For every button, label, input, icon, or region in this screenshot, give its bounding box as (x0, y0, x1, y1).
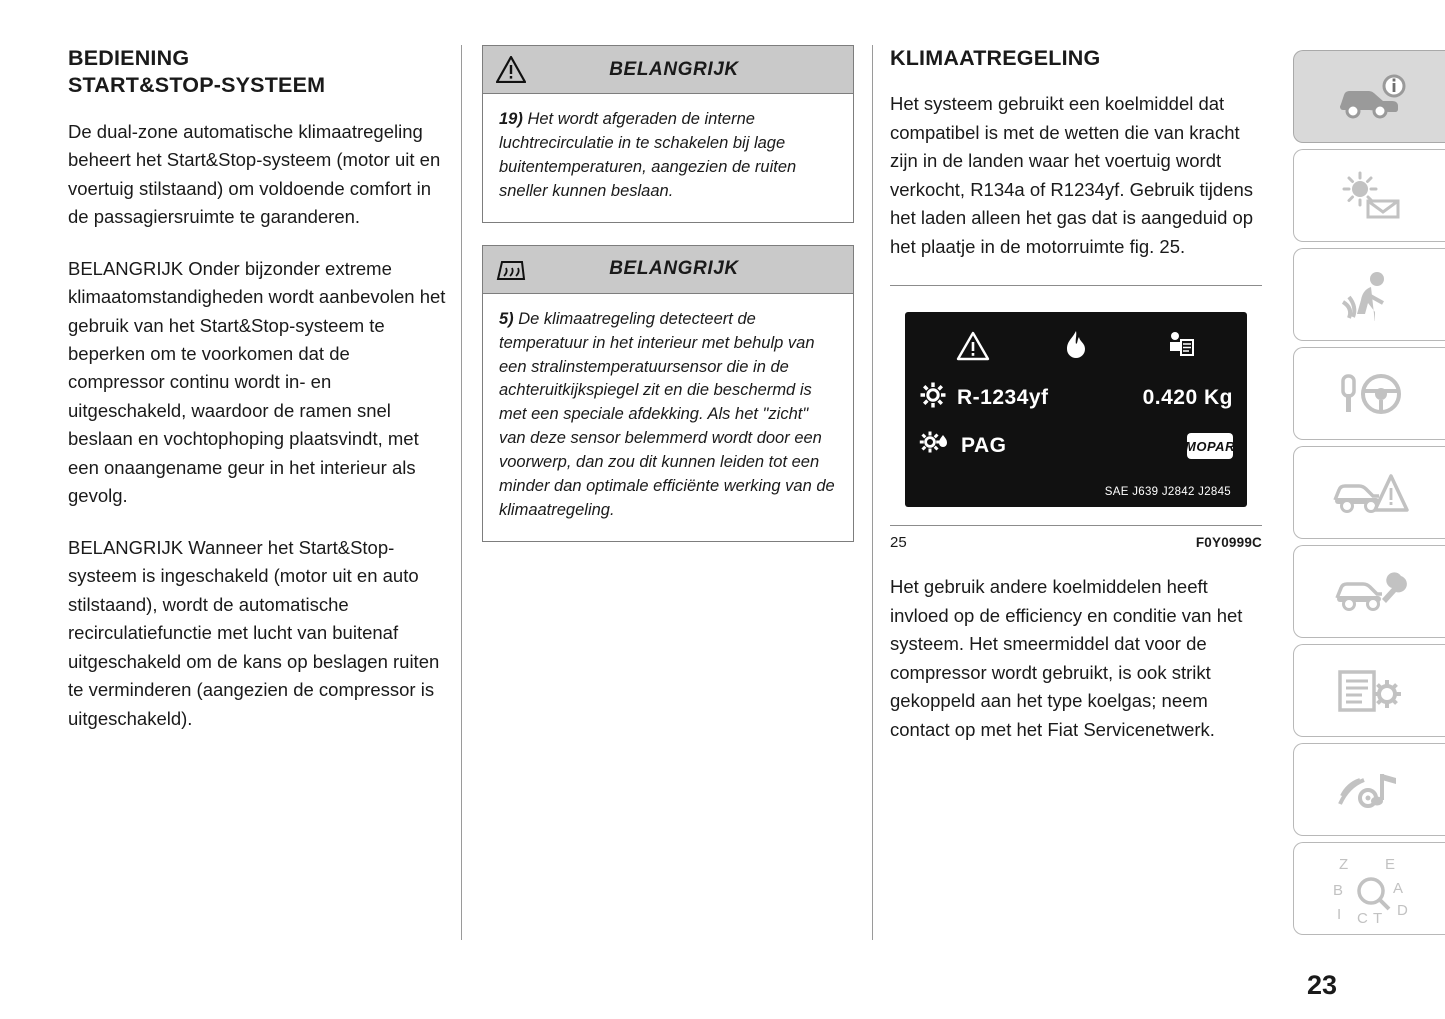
warning-triangle-icon (483, 56, 539, 83)
warning-box-title: BELANGRIJK (609, 258, 739, 280)
plate-standards: SAE J639 J2842 J2845 (1104, 486, 1231, 499)
warning-vehicle-icon (1331, 468, 1409, 518)
tab-emergency[interactable] (1293, 446, 1445, 539)
plate-refrigerant-row (919, 374, 1233, 422)
radio-music-icon (1334, 766, 1406, 814)
column-left (68, 45, 446, 733)
oil-gear-icon (919, 430, 951, 462)
column-right (890, 45, 1262, 744)
mopar-logo: MOPAR (1187, 433, 1233, 459)
warning-box (482, 45, 854, 223)
plate-refrigerant-amount: 0.420 Kg (1142, 386, 1233, 410)
chapter-tab-rail (1293, 50, 1445, 941)
plate-icon-row (919, 322, 1233, 374)
paragraph: BELANGRIJK Onder bijzonder extreme klimaatomstandigheden wordt aanbevolen het gebruik van het Start&Stop-systeem te beperken om te voorkomen dat de compressor continu wordt in- en uitgeschakeld, waardoor de ramen snel beslaan en vochtophoping plaatsvindt, met een onaangename geur in het interieur als gevolg. (68, 257, 446, 507)
document-gear-icon (1334, 666, 1406, 716)
read-manual-icon (1162, 330, 1196, 367)
plate-oil-label: PAG (961, 434, 1007, 458)
plate-oil-row (919, 422, 1233, 470)
car-info-icon (1332, 73, 1408, 121)
svg-text:D: D (1396, 901, 1408, 919)
tab-dashboard-info[interactable] (1293, 50, 1445, 143)
airbag-light-icon (1334, 171, 1406, 221)
tab-maintenance[interactable] (1293, 545, 1445, 638)
warning-box-body (483, 294, 853, 541)
warning-marker: 5) (499, 309, 514, 328)
figure-number: 25 (890, 534, 907, 552)
svg-text:A: A (1392, 879, 1403, 897)
paragraph: Het systeem gebruikt een koelmiddel dat compatibel is met de wetten die van kracht zijn in de landen waar het voertuig wordt verkocht, R134a of R1234yf. Gebruik tijdens het laden alleen het gas dat is aangeduid op het plaatje in de motorruimte fig. 25. (890, 93, 1254, 257)
gear-icon (919, 381, 947, 415)
warning-box-body (483, 94, 853, 222)
warning-box-header (483, 46, 853, 94)
tab-index[interactable] (1293, 842, 1445, 935)
child-seat-icon (1335, 269, 1405, 321)
warning-triangle-icon (956, 331, 990, 366)
figure-code: F0Y0999C (1195, 535, 1262, 551)
section-title-climate: KLIMAATREGELING (890, 46, 1101, 70)
tab-safety[interactable] (1293, 149, 1445, 242)
warning-marker: 19) (499, 110, 523, 128)
page-title-line1: BEDIENING (68, 46, 190, 70)
plate-refrigerant-label: R-1234yf (957, 386, 1049, 410)
warning-box-header (483, 246, 853, 294)
paragraph: De dual-zone automatische klimaatregeling beheert het Start&Stop-systeem (motor uit en voertuig stilstaand) om voldoende comfort in de passagiersruimte te garanderen. (68, 120, 441, 228)
figure-caption (890, 525, 1262, 551)
column-divider-2 (872, 45, 873, 940)
alphabetical-index-icon (1327, 853, 1413, 925)
tab-technical-data[interactable] (1293, 644, 1445, 737)
page-title-line2: START&STOP-SYSTEEM (68, 73, 326, 98)
tab-occupant-safety[interactable] (1293, 248, 1445, 341)
warning-box (482, 245, 854, 542)
paragraph: Het gebruik andere koelmiddelen heeft invloed op de efficiency en conditie van het systeem. Het smeermiddel dat voor de compressor wordt gebruikt, is ook strikt gekoppeld aan het type koelgas; neem contact op met het Fiat Servicenetwerk. (890, 576, 1243, 740)
warning-text: De klimaatregeling detecteert de temperatuur in het interieur met behulp van een stralinstemperatuursensor die in de achteruitkijkspiegel zit en die beschermd is met een speciale afdekking. Als het "zicht" van deze sensor belemmerd wordt door een voorwerp, dan zou dit kunnen leiden tot een minder dan optimale efficiënte werking van de klimaatregeling. (499, 309, 835, 520)
svg-text:Z: Z (1338, 855, 1348, 873)
refrigerant-label-plate (905, 312, 1247, 507)
column-middle (482, 45, 854, 564)
warning-text: Het wordt afgeraden de interne luchtrecirculatie in te schakelen bij lage buitentemperaturen, aangezien de ruiten sneller kunnen beslaan. (499, 110, 797, 200)
flame-icon (1063, 330, 1089, 367)
warning-box-title: BELANGRIJK (609, 58, 739, 80)
tab-starting-driving[interactable] (1293, 347, 1445, 440)
svg-text:I: I (1336, 905, 1341, 923)
page-number: 23 (1306, 970, 1337, 1000)
tab-multimedia[interactable] (1293, 743, 1445, 836)
svg-text:C: C (1356, 909, 1368, 925)
figure-image (890, 312, 1262, 507)
paragraph: BELANGRIJK Wanneer het Start&Stop-systeem is ingeschakeld (motor uit en auto stilstaand), wordt de automatische recirculatiefunctie met lucht van buitenaf uitgeschakeld om de kans op beslagen ruiten te verminderen (aangezien de compressor is uitgeschakeld). (68, 536, 440, 729)
svg-text:T: T (1372, 909, 1382, 925)
page-title (68, 45, 446, 100)
fogged-window-icon (483, 256, 539, 283)
column-divider-1 (461, 45, 462, 940)
figure-top-rule (890, 285, 1262, 286)
svg-text:B: B (1332, 881, 1343, 899)
steering-wheel-icon (1333, 370, 1407, 418)
car-wrench-icon (1331, 568, 1409, 616)
svg-text:E: E (1384, 855, 1395, 873)
